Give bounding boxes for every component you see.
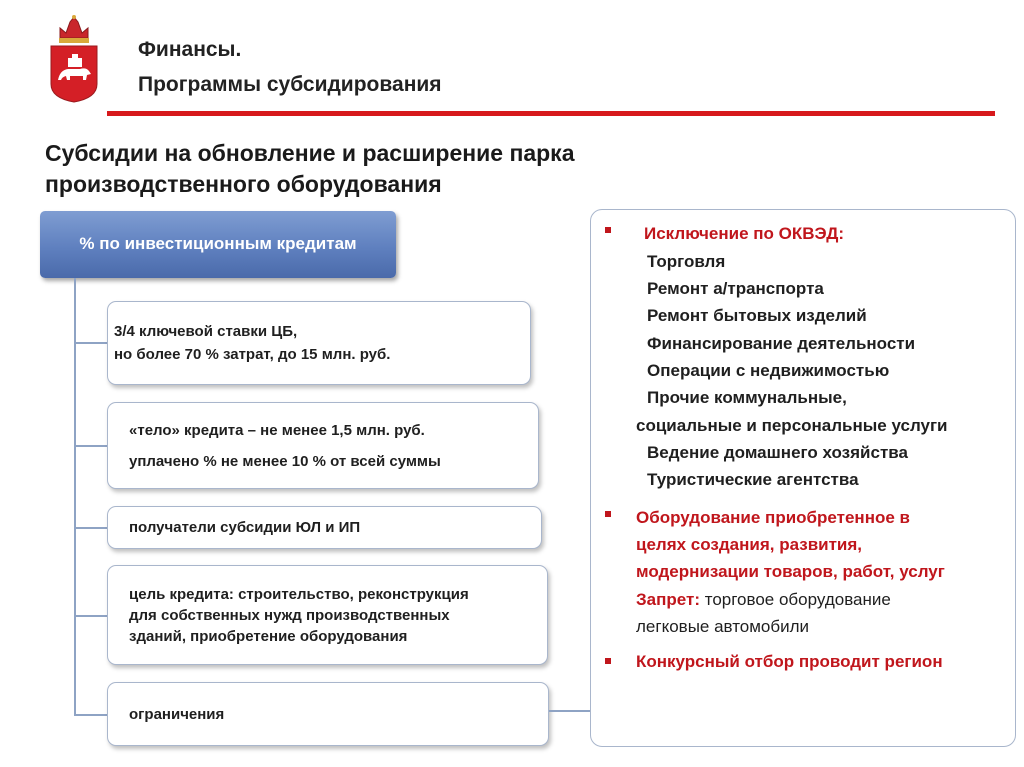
equipment-text: целях создания, развития, (636, 535, 863, 554)
bullet-icon (605, 511, 611, 517)
competition-text: Конкурсный отбор проводит регион (636, 652, 943, 671)
condition-box-loan (107, 402, 539, 489)
tree-root-box: % по инвестиционным кредитам (40, 211, 396, 278)
page-header (138, 32, 442, 102)
condition-text: но более 70 % затрат, до 15 млн. руб. (114, 346, 391, 363)
ban-text: торговое оборудование (704, 590, 891, 609)
okved-item: социальные и персональные услуги (636, 416, 948, 435)
equipment-text: модернизации товаров, работ, услуг (636, 562, 945, 581)
tree-branch-line (74, 714, 108, 716)
tree-branch-line (74, 445, 108, 447)
condition-text: «тело» кредита – не менее 1,5 млн. руб. (129, 422, 425, 439)
bullet-icon (605, 227, 611, 233)
coat-of-arms-icon (48, 14, 100, 104)
condition-text: получатели субсидии ЮЛ и ИП (129, 519, 361, 536)
okved-item: Ремонт бытовых изделий (647, 306, 867, 325)
okved-item: Ведение домашнего хозяйства (647, 443, 908, 462)
header-divider (107, 111, 995, 116)
restrictions-connector-line (549, 710, 591, 712)
ban-text: легковые автомобили (636, 617, 810, 636)
ban-label: Запрет: (636, 590, 700, 609)
condition-text: зданий, приобретение оборудования (129, 628, 408, 645)
okved-item: Прочие коммунальные, (647, 388, 847, 407)
condition-text: цель кредита: строительство, реконструкция (129, 586, 469, 603)
condition-text: уплачено % не менее 10 % от всей суммы (129, 453, 441, 470)
condition-text: 3/4 ключевой ставки ЦБ, (114, 323, 298, 340)
condition-box-restrictions (107, 682, 549, 746)
condition-box-rate (107, 301, 531, 385)
header-title-line2: Программы субсидирования (138, 73, 442, 96)
tree-branch-line (74, 615, 108, 617)
okved-item: Финансирование деятельности (647, 334, 916, 353)
condition-text: для собственных нужд производственных (129, 607, 450, 624)
slide-title-line2: производственного оборудования (45, 171, 442, 197)
equipment-text: Оборудование приобретенное в (636, 508, 910, 527)
ban-line (636, 590, 891, 610)
okved-item: Операции с недвижимостью (647, 361, 890, 380)
okved-item: Ремонт а/транспорта (647, 279, 824, 298)
okved-item: Торговля (647, 252, 726, 271)
condition-text: ограничения (129, 706, 225, 723)
condition-box-purpose (107, 565, 548, 665)
slide-title (45, 138, 574, 200)
okved-item: Туристические агентства (647, 470, 859, 489)
restrictions-panel (590, 209, 1016, 747)
header-title-line1: Финансы. (138, 38, 242, 61)
tree-branch-line (74, 527, 108, 529)
condition-box-recipients (107, 506, 542, 549)
okved-heading: Исключение по ОКВЭД: (644, 224, 844, 243)
tree-branch-line (74, 342, 108, 344)
slide-title-line1: Субсидии на обновление и расширение парка (45, 140, 575, 166)
bullet-icon (605, 658, 611, 664)
